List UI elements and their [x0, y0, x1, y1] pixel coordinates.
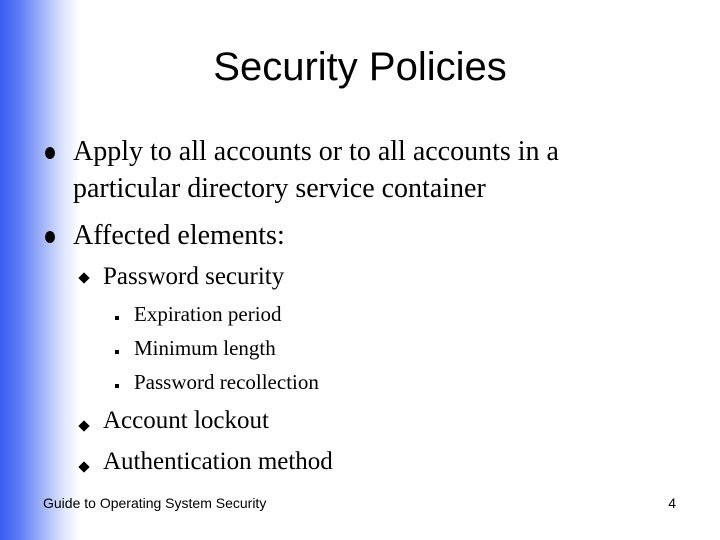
bullet-dot-icon: [45, 231, 55, 243]
sub-sub-bullet-expiration: Expiration period: [134, 302, 282, 326]
sub-bullet-authentication-method: Authentication method: [103, 448, 333, 475]
sub-sub-bullet-minimum-length: Minimum length: [134, 336, 276, 360]
sub-sub-bullet-recollection: Password recollection: [134, 370, 319, 394]
bullet-text-apply: Apply to all accounts or to all accounts in a particular directory service container: [73, 136, 559, 204]
diamond-bullet-icon: [78, 272, 89, 283]
sub-bullet-account-lockout: Account lockout: [103, 407, 269, 434]
diamond-bullet-icon: [78, 420, 89, 431]
small-square-bullet-icon: [115, 316, 119, 320]
page-number: 4: [668, 495, 676, 511]
bullet-text-affected: Affected elements:: [73, 220, 285, 251]
footer-course-title: Guide to Operating System Security: [43, 495, 267, 511]
slide-title: Security Policies: [213, 45, 507, 89]
bullet-dot-icon: [45, 147, 55, 159]
small-square-bullet-icon: [115, 350, 119, 354]
small-square-bullet-icon: [115, 384, 119, 388]
sub-bullet-password-security: Password security: [103, 263, 285, 290]
diamond-bullet-icon: [78, 461, 89, 472]
